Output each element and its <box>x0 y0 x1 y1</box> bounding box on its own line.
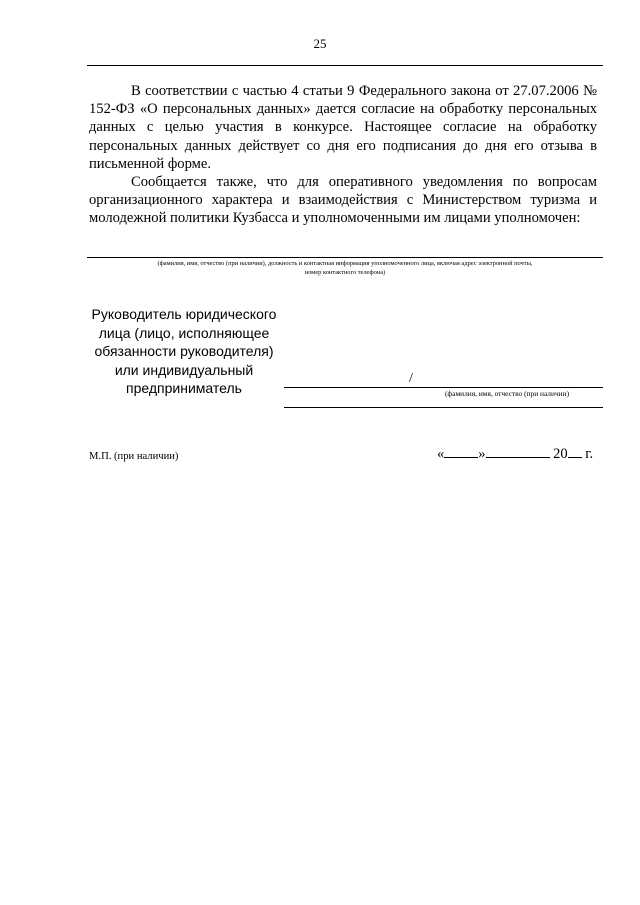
month-blank <box>486 445 550 458</box>
representative-field-line <box>87 257 603 258</box>
consent-text <box>89 82 597 228</box>
seal-label: М.П. (при наличии) <box>89 451 179 462</box>
day-blank <box>444 445 478 458</box>
year-blank <box>568 445 582 458</box>
header-divider <box>87 65 603 66</box>
signature-separator: / <box>409 371 413 386</box>
consent-paragraph: В соответствии с частью 4 статьи 9 Федерального закона от 27.07.2006 № 152-ФЗ «О персональных данных» дается согласие на обработку персональных данных с целью участия в конкурсе. Настоящее согласие на обработку персональных данных действует со дня его подписания до дня его отзыва в письменной форме. <box>89 83 597 172</box>
signer-title: Руководитель юридического лица (лицо, исполняющее обязанности руководителя) или индивидуальный предприниматель <box>91 306 277 396</box>
signature-caption: (фамилия, имя, отчество (при наличии) <box>444 389 570 398</box>
signature-underline <box>284 407 603 408</box>
signature-line <box>284 387 603 388</box>
representative-field-caption: (фамилия, имя, отчество (при наличии), должность и контактная информация уполномоченного лица, включая адрес электронной почты, номер контактного телефона) <box>157 260 533 276</box>
page-number: 25 <box>313 36 327 51</box>
date-field: « » 20 г. <box>437 446 594 462</box>
notification-paragraph: Сообщается также, что для оперативного уведомления по вопросам организационного характера и взаимодействия с Министерством туризма и молодежной политики Кузбасса и уполномоченными им лицами уполномочен: <box>89 174 597 227</box>
